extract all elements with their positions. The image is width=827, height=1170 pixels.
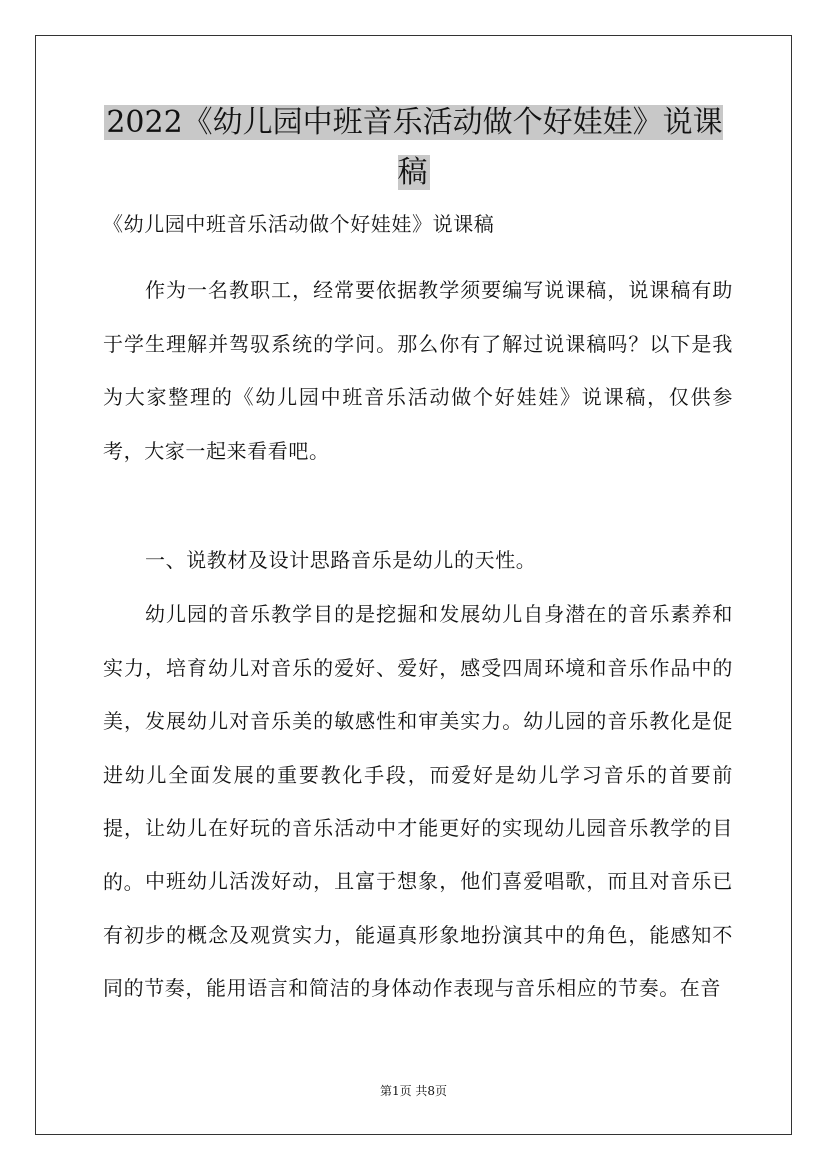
page-footer: 第1页 共8页: [379, 1084, 448, 1098]
paragraph-class-characteristics: 中班幼儿活泼好动，且富于想象，他们喜爱唱歌，而且对音乐已有初步的概念及观赏实力，能逼真形象地扮演其中的角色，能感知不同的节奏，能用语言和简洁的身体动作表现与音乐相应的节奏。在音: [103, 869, 733, 1000]
paragraph-subtitle: 《幼儿园中班音乐活动做个好娃娃》说课稿: [103, 212, 495, 236]
paragraph-intro: 作为一名教职工，经常要依据教学须要编写说课稿，说课稿有助于学生理解并驾驭系统的学问。那么你有了解过说课稿吗？以下是我为大家整理的《幼儿园中班音乐活动做个好娃娃》说课稿，仅供参考，大家一起来看看吧。: [103, 278, 733, 463]
document-title-text: 2022《幼儿园中班音乐活动做个好娃娃》说课稿: [106, 105, 723, 190]
document-title: [100, 98, 727, 198]
paragraph-section-heading: 一、说教材及设计思路音乐是幼儿的天性。: [145, 548, 537, 572]
paragraph-music-teaching: 幼儿园的音乐教学目的是挖掘和发展幼儿自身潜在的音乐素养和实力，培育幼儿对音乐的爱好、爱好，感受四周环境和音乐作品中的美，发展幼儿对音乐美的敏感性和审美实力。幼儿园的音乐教化是促进幼儿全面发展的重要教化手段，而爱好是幼儿学习音乐的首要前提，让幼儿在好玩的音乐活动中才能更好的实现幼儿园音乐教学的目的。: [103, 602, 733, 894]
